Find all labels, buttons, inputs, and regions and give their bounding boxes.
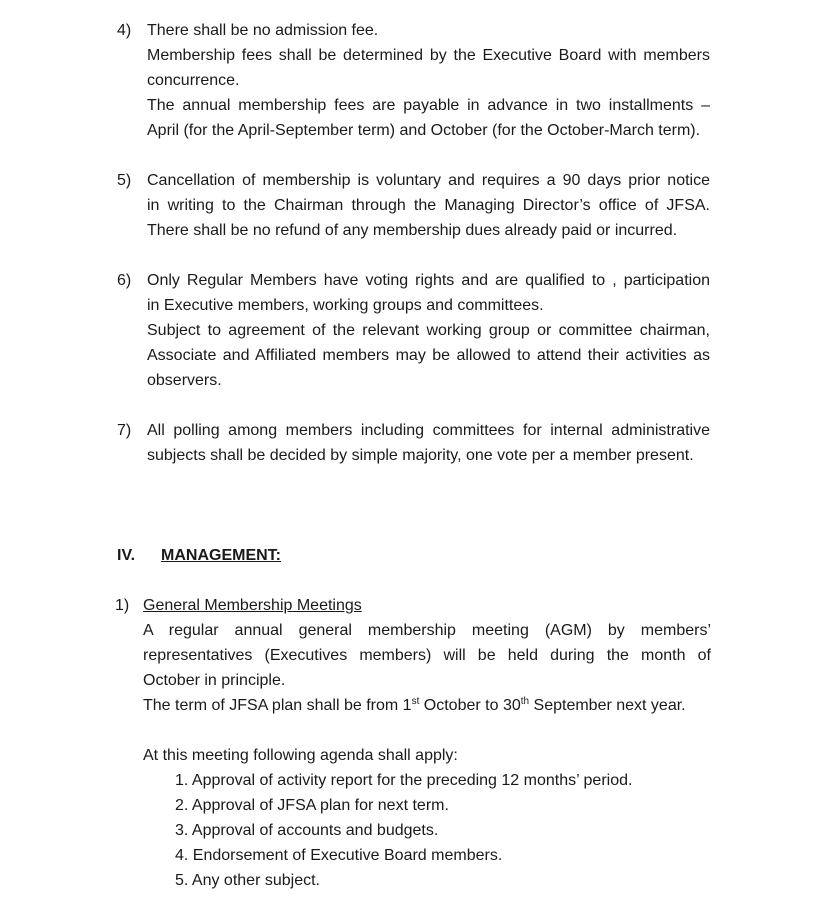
clause-line: representatives (Executives members) will be held during the month of xyxy=(143,647,711,664)
clause-number: 1) xyxy=(115,597,130,614)
clause-line: subjects shall be decided by simple majority, one vote per a member present. xyxy=(147,447,694,464)
clause-line: A regular annual general membership meeting (AGM) by members’ xyxy=(143,622,711,639)
clause-number: 4) xyxy=(117,22,132,39)
clause-line: observers. xyxy=(147,372,222,389)
clause-line: Only Regular Members have voting rights and are qualified to , participation xyxy=(147,272,710,289)
clause-line: There shall be no refund of any membership dues already paid or incurred. xyxy=(147,222,678,239)
agenda-intro: At this meeting following agenda shall apply: xyxy=(143,747,458,764)
section-number: IV. xyxy=(117,547,136,564)
clause-number: 6) xyxy=(117,272,132,289)
clause-number: 7) xyxy=(117,422,132,439)
agenda-list xyxy=(175,768,735,893)
clause-body xyxy=(147,418,710,468)
clause-line: concurrence. xyxy=(147,72,240,89)
agenda-item: 2. Approval of JFSA plan for next term. xyxy=(175,797,449,814)
agenda-item: 4. Endorsement of Executive Board members. xyxy=(175,847,503,864)
clause-line: The annual membership fees are payable in advance in two installments – xyxy=(147,97,710,114)
agenda-item: 3. Approval of accounts and budgets. xyxy=(175,822,439,839)
clause-body xyxy=(147,268,710,393)
clause-line: Subject to agreement of the relevant working group or committee chairman, xyxy=(147,322,710,339)
clause-body xyxy=(147,168,710,243)
agenda-item: 1. Approval of activity report for the preceding 12 months’ period. xyxy=(175,772,633,789)
clause-body xyxy=(143,593,711,768)
clause-line: There shall be no admission fee. xyxy=(147,22,379,39)
term-line: The term of JFSA plan shall be from 1st October to 30th September next year. xyxy=(143,696,686,714)
subsection-heading: General Membership Meetings xyxy=(143,597,362,614)
agenda-item: 5. Any other subject. xyxy=(175,872,320,889)
clause-body xyxy=(147,18,710,143)
clause-line: April (for the April-September term) and October (for the October-March term). xyxy=(147,122,701,139)
section-title: MANAGEMENT: xyxy=(161,547,281,564)
clause-line: Associate and Affiliated members may be allowed to attend their activities as xyxy=(147,347,710,364)
clause-line: All polling among members including committees for internal administrative xyxy=(147,422,710,439)
clause-number: 5) xyxy=(117,172,132,189)
clause-line: October in principle. xyxy=(143,672,286,689)
clause-line: in Executive members, working groups and committees. xyxy=(147,297,544,314)
clause-line: Cancellation of membership is voluntary and requires a 90 days prior notice xyxy=(147,172,710,189)
clause-line: in writing to the Chairman through the Managing Director’s office of JFSA. xyxy=(147,197,710,214)
clause-line: Membership fees shall be determined by the Executive Board with members xyxy=(147,47,710,64)
